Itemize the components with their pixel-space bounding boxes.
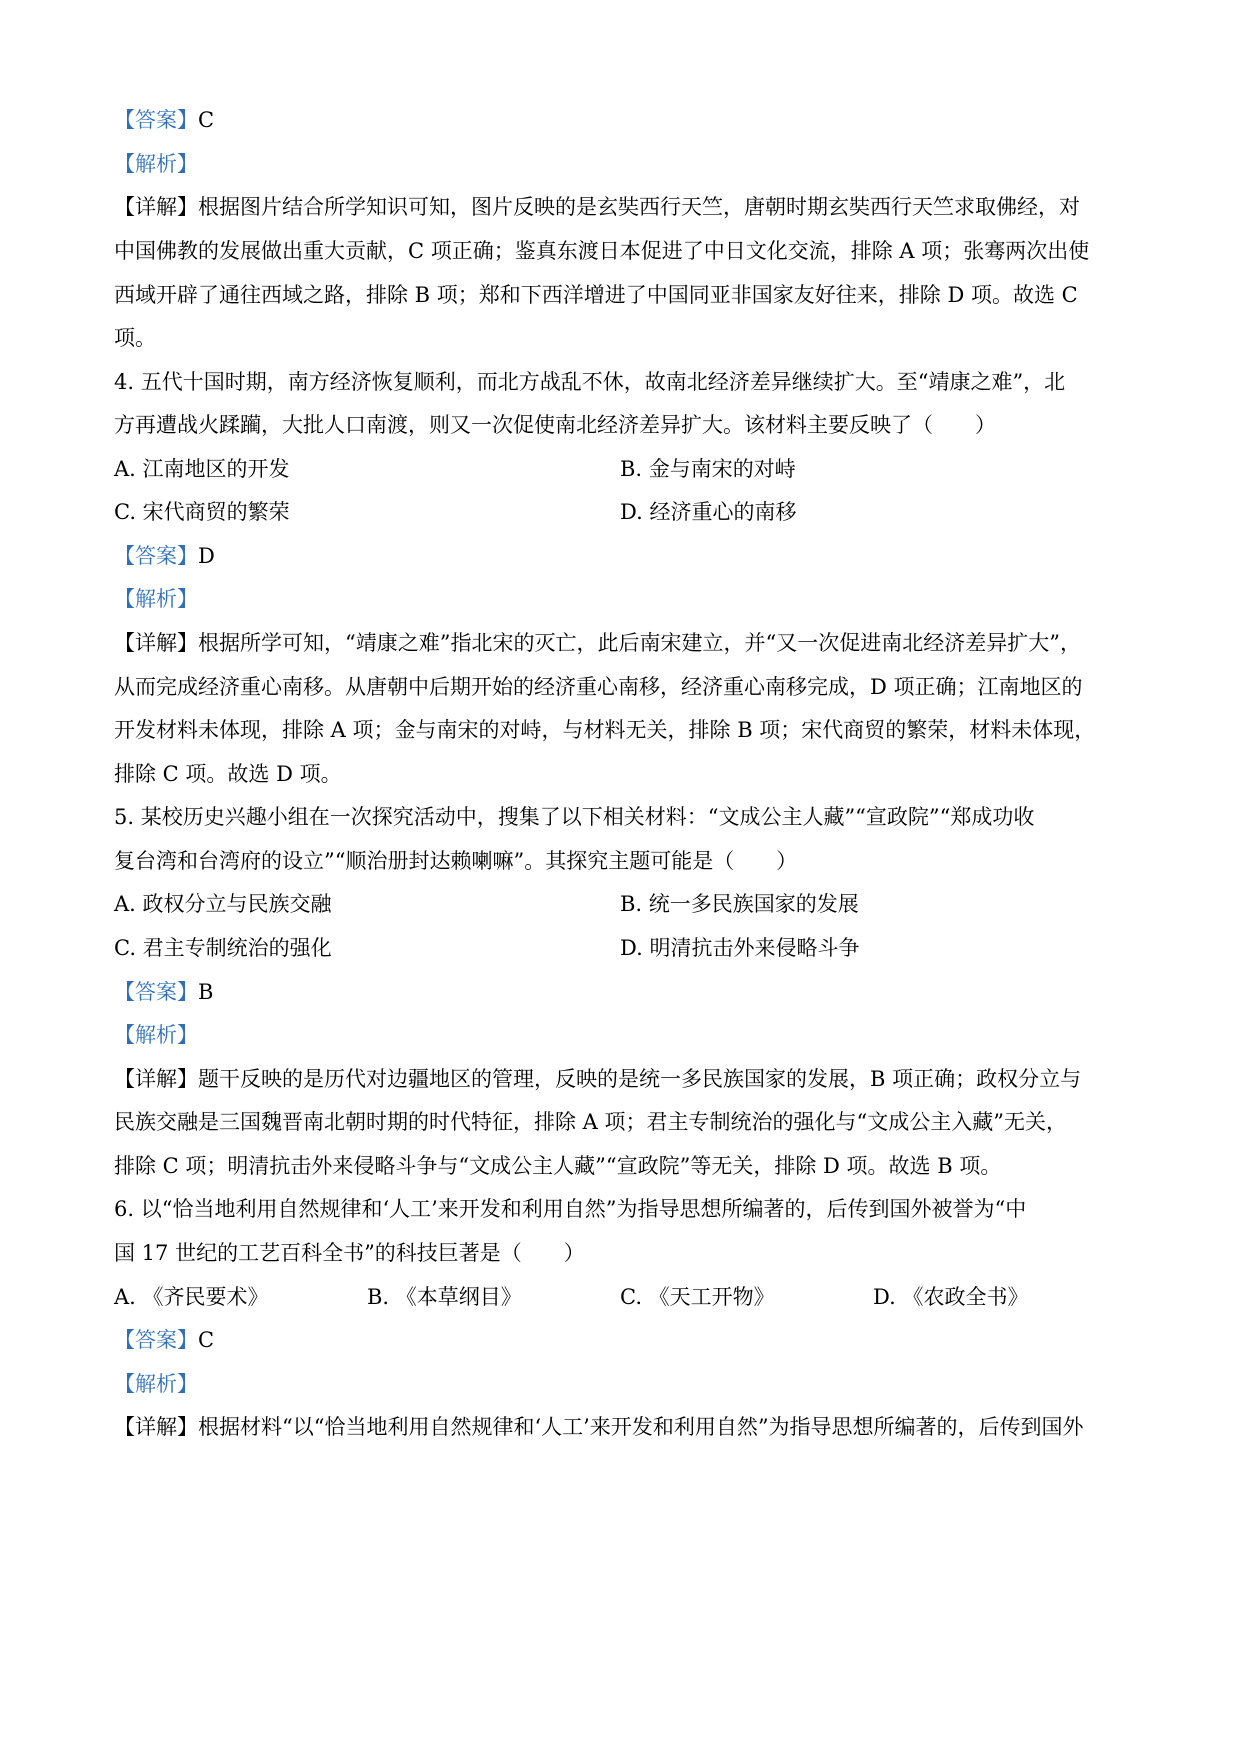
q4-detail-line-1 [114,629,1081,657]
detail-label: 【详解】 [114,1415,198,1439]
analysis-label: 【解析】 [114,587,198,611]
detail-text: 从而完成经济重心南移。从唐朝中后期开始的经济重心南移，经济重心南移完成，D 项正确；江南地区的 [114,675,1083,699]
q6-detail-line-1 [114,1413,1084,1441]
question-stem: 国 17 世纪的工艺百科全书”的科技巨著是（ ） [114,1241,585,1265]
detail-label: 【详解】 [114,1067,198,1091]
detail-text: 根据图片结合所学知识可知，图片反映的是玄奘西行天竺，唐朝时期玄奘西行天竺求取佛经，对 [198,195,1080,219]
detail-text: 民族交融是三国魏晋南北朝时期的时代特征，排除 A 项；君主专制统治的强化与“文成公主入藏”无关， [114,1110,1067,1134]
q5-detail-line-1 [114,1065,1081,1093]
q3-detail-line-3 [114,281,1078,309]
q4-detail-line-4 [114,760,342,788]
q4-answer [114,542,215,570]
q3-analysis [114,150,198,178]
q5-detail-line-3 [114,1152,1001,1180]
analysis-label: 【解析】 [114,1372,198,1396]
question-stem: 方再遭战火蹂躏，大批人口南渡，则又一次促使南北经济差异扩大。该材料主要反映了（ ） [114,413,996,437]
analysis-label: 【解析】 [114,1023,198,1047]
q5-option-c: C. 君主专制统治的强化 [114,936,332,960]
q5-stem-line-2 [114,847,797,875]
question-stem: 5. 某校历史兴趣小组在一次探究活动中，搜集了以下相关材料：“文成公主人藏”“宣政院”“郑成功收 [114,805,1035,829]
q5-answer [114,978,213,1006]
answer-value: B [198,980,214,1004]
q6-stem-line-1 [114,1195,1026,1223]
q6-option-c: C. 《天工开物》 [620,1285,775,1309]
q6-analysis [114,1370,198,1398]
q6-option-a: A. 《齐民要术》 [114,1285,269,1309]
q4-option-b: B. 金与南宋的对峙 [620,457,796,481]
q5-detail-line-2 [114,1108,1067,1136]
detail-label: 【详解】 [114,631,198,655]
detail-text: 西域开辟了通往西域之路，排除 B 项；郑和下西洋增进了中国同亚非国家友好往来，排除 D 项。故选 C [114,283,1078,307]
question-stem: 4. 五代十国时期，南方经济恢复顺利，而北方战乱不休，故南北经济差异继续扩大。至“靖康之难”，北 [114,370,1066,394]
answer-value: D [198,544,215,568]
answer-label: 【答案】 [114,544,198,568]
question-stem: 6. 以“恰当地利用自然规律和‘人工’来开发和利用自然”为指导思想所编著的，后传到国外被誉为“中 [114,1197,1027,1221]
detail-text: 根据所学可知，“靖康之难”指北宋的灭亡，此后南宋建立，并“又一次促进南北经济差异扩大”， [198,631,1081,655]
q3-detail-line-2 [114,237,1089,265]
detail-text: 题干反映的是历代对边疆地区的管理，反映的是统一多民族国家的发展，B 项正确；政权分立与 [198,1067,1082,1091]
q5-option-d: D. 明清抗击外来侵略斗争 [620,936,860,960]
detail-text: 开发材料未体现，排除 A 项；金与南宋的对峙，与材料无关，排除 B 项；宋代商贸的繁荣，材料未体现， [114,718,1096,742]
answer-value: C [198,108,215,132]
q4-analysis [114,585,198,613]
q4-stem-line-2 [114,411,996,439]
q5-analysis [114,1021,198,1049]
q6-option-b: B. 《本草纲目》 [367,1285,522,1309]
detail-text: 排除 C 项；明清抗击外来侵略斗争与“文成公主人藏”“宣政院”等无关，排除 D 项。故选 B 项。 [114,1154,1002,1178]
q5-stem-line-1 [114,803,1034,831]
q6-answer [114,1326,214,1354]
q4-option-a: A. 江南地区的开发 [114,457,290,481]
q4-detail-line-3 [114,716,1095,744]
q3-detail-line-1 [114,193,1080,221]
q3-detail-line-4 [114,324,156,352]
q3-answer [114,106,214,134]
detail-text: 中国佛教的发展做出重大贡献，C 项正确；鉴真东渡日本促进了中日文化交流，排除 A 项；张骞两次出使 [114,239,1090,263]
q5-option-b: B. 统一多民族国家的发展 [620,892,859,916]
q4-detail-line-2 [114,673,1083,701]
answer-label: 【答案】 [114,1328,198,1352]
detail-text: 根据材料“以“恰当地利用自然规律和‘人工’来开发和利用自然”为指导思想所编著的，后传到国外 [198,1415,1084,1439]
detail-text: 项。 [114,326,156,350]
q4-option-d: D. 经济重心的南移 [620,500,797,524]
q4-stem-line-1 [114,368,1065,396]
q4-option-c: C. 宋代商贸的繁荣 [114,500,290,524]
detail-label: 【详解】 [114,195,198,219]
q6-option-d: D. 《农政全书》 [873,1285,1029,1309]
q6-stem-line-2 [114,1239,585,1267]
question-stem: 复台湾和台湾府的设立”“顺治册封达赖喇嘛”。其探究主题可能是（ ） [114,849,798,873]
analysis-label: 【解析】 [114,152,198,176]
answer-label: 【答案】 [114,980,198,1004]
answer-label: 【答案】 [114,108,198,132]
detail-text: 排除 C 项。故选 D 项。 [114,762,342,786]
answer-value: C [198,1328,215,1352]
q5-option-a: A. 政权分立与民族交融 [114,892,332,916]
